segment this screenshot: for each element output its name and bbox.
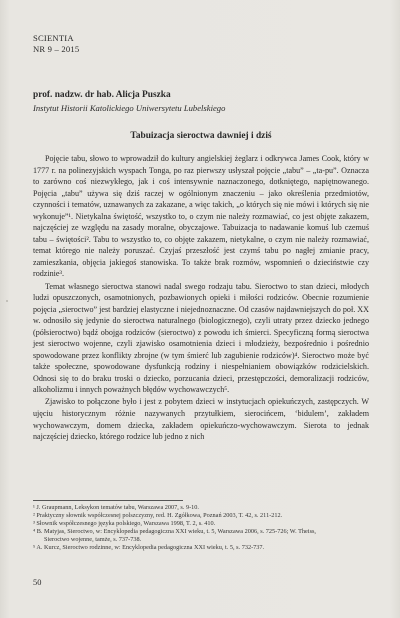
footnotes [33, 504, 369, 553]
body-paragraph: Temat własnego sieroctwa stanowi nadal swego rodzaju tabu. Sieroctwo to stan dzieci, młodych ludzi opuszczonych, osamotnionych, pozbawionych opieki i miłości rodziców. Obecnie rozumienie pojęcia „sieroctwo” jest bardziej elastyczne i niejednoznaczne. Od czasów najdawniejszych do poł. XX w. odnosiło się jedynie do sieroctwa naturalnego (biologicznego), czyli utraty przez dziecko jednego (półsieroctwo) bądź obojga rodziców (sieroctwo) z powodu ich śmierci. Specyficzną formą sieroctwa jest sieroctwo wojenne, czyli zjawisko osamotnienia dzieci i młodzieży, bezpośrednio i pośrednio spowodowane przez konflikty zbrojne (w tym śmierć lub zagubienie rodziców)⁴. Sieroctwo może być także społeczne, spowodowane dysfunkcją rodziny i niespełnianiem obowiązków rodzicielskich. Odnosi się to do braku troski o dziecko, porzucania dzieci, przestępczości, demoralizacji rodziców, alkoholizmu i innych poważnych błędów wychowawczych⁵. [33, 281, 369, 395]
article-title: Tabuizacja sieroctwa dawniej i dziś [130, 131, 272, 141]
paper-speck [6, 300, 8, 302]
journal-issue: NR 9 – 2015 [33, 44, 80, 54]
footnote: ³ Słownik współczesnego języka polskiego, Warszawa 1998, T. 2, s. 410. [33, 520, 216, 528]
footnote-divider [33, 500, 183, 501]
footnote: ⁴ B. Matyjas, Sieroctwo, w: Encyklopedia pedagogiczna XXI wieku, t. 5, Warszawa 2006, s. 725-726; W. Theiss, [33, 528, 316, 536]
body-paragraph: Zjawisko to połączone było i jest z pobytem dzieci w instytucjach opiekuńczych, zastępczych. W ujęciu historycznym różnie nazywanych przytułkiem, sierocińcem, ‘bidulem’, zakładem wychowawczym, domem dziecka, zakładem opiekuńczo-wychowawczym. Sierota to jednak najczęściej dziecko, którego rodzice lub jedno z nich [33, 397, 369, 442]
author-name: prof. nadzw. dr hab. Alicja Puszka [33, 90, 171, 100]
journal-header [33, 33, 79, 55]
footnote: ¹ J. Graupmann, Leksykon tematów tabu, Warszawa 2007, s. 9-10. [33, 504, 199, 511]
footnote: ² Praktyczny słownik współczesnej polszczyzny, red. H. Zgółkowa, Poznań 2003, T. 42, s. 211-212. [33, 512, 283, 520]
article-body [33, 153, 369, 443]
footnote-continuation: Sieroctwo wojenne, tamże, s. 737-738. [44, 536, 142, 544]
journal-name: SCIENTIA [33, 33, 74, 43]
body-paragraph: Pojęcie tabu, słowo to wprowadził do kultury angielskiej żeglarz i odkrywca James Cook, który w 1777 r. na polinezyjskich wyspach Tonga, po raz pierwszy usłyszał pojęcie „tabu” – „ta-pu”. Oznacza to zarówno coś niezwykłego, jak i coś intensywnie naznaczonego, dotkniętego, napiętnowanego. Pojęcia „tabu” używa się dziś raczej w ogólnionym znaczeniu – jako określenia przedmiotów, czynności i tematów, uznawanych za zakazane, a więc takich, „o których się nie mówi i których się nie wykonuje”¹. Nietykalna świętość, wszystko to, o czym nie należy rozmawiać, co jest objęte zakazem, najczęściej ze względu na zasady moralne, obyczajowe. Tabuizacja to nadawanie komuś lub czemuś tabu – świętości². Tabu to wszystko to, co objęte zakazem, nietykalne, o czym nie należy rozmawiać, temat którego nie należy poruszać. Czyjaś przeszłość jest czymś tabu po nagłej zmianie pracy, zamieszkania, objęcia jakiegoś stanowiska. To także brak rozmów, wspomnień o dzieciństwie czy rodzinie³. [33, 154, 369, 279]
page-number: 50 [33, 578, 42, 587]
footnote: ⁵ A. Kurcz, Sieroctwo rodzinne, w: Encyklopedia pedagogiczna XXI wieku, t. 5, s. 732-737. [33, 544, 265, 552]
author-affiliation: Instytut Historii Katolickiego Uniwersytetu Lubelskiego [33, 103, 226, 113]
